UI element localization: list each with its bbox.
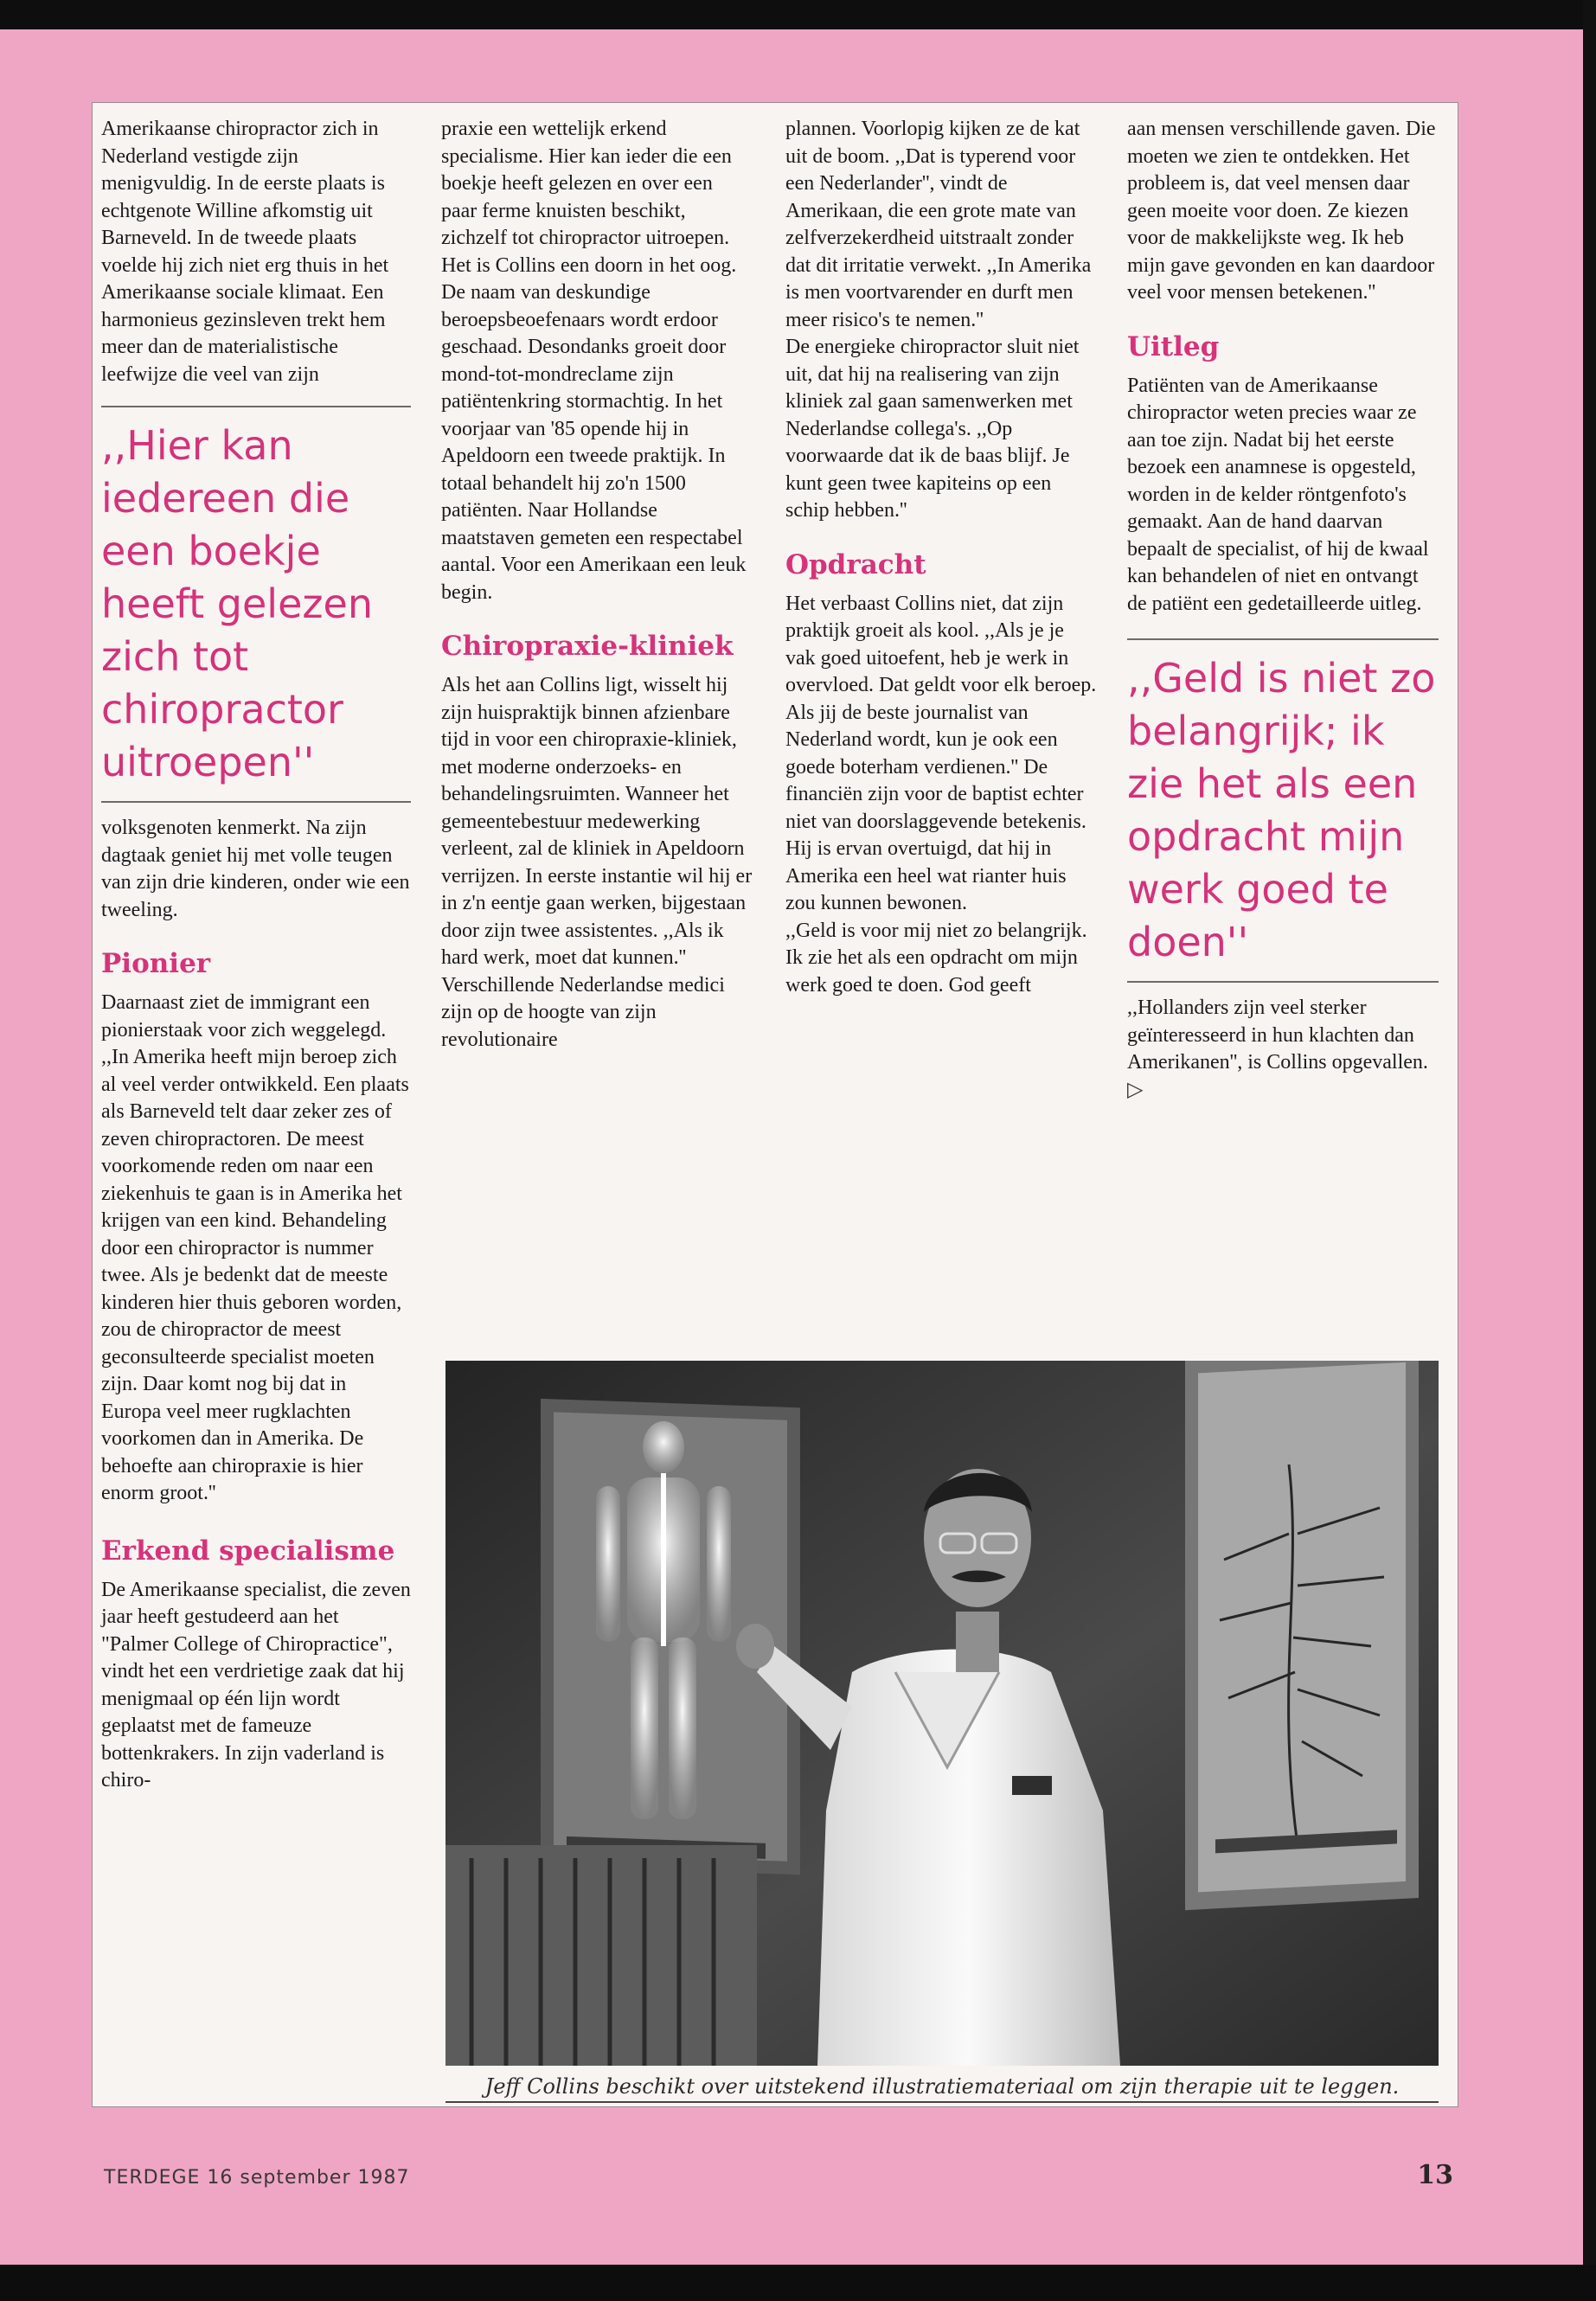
article-column-2 xyxy=(441,116,753,1054)
section-heading: Uitleg xyxy=(1127,330,1220,362)
body-paragraph: Als het aan Collins ligt, wisselt hij zijn huispraktijk binnen afzienbare tijd in voor een chiropraxie-kliniek, met moderne onderzoeks- en behandelingsruimten. Wanneer het gemeentebestuur medewerking verleent, zal de kliniek in Apeldoorn verrijzen. In eerste instantie wil hij er in z'n eentje gaan werken, bijgestaan door zijn twee assistentes. ,,Als ik hard werk, moet dat kunnen.'' Verschillende Nederlandse medici zijn op de hoogte van zijn revolutionaire xyxy=(441,674,753,1051)
photo-caption: Jeff Collins beschikt over uitstekend illustratiemateriaal om zijn therapie uit te leggen. xyxy=(445,2072,1439,2103)
pull-quote: ,,Hier kan iedereen die een boekje heeft gelezen zich tot chiropractor uitroepen'' xyxy=(101,422,373,785)
body-paragraph: Daarnaast ziet de immigrant een pionierstaak voor zich weggelegd. ,,In Amerika heeft mijn beroep zich al veel verder ontwikkeld. Een plaats als Barneveld telt daar zeker zes of zeven chiropractoren. De meest voorkomende reden om naar een ziekenhuis te gaan is in Amerika het krijgen van een kind. Behandeling door een chiropractor is nummer twee. Als je bedenkt dat de meeste kinderen hier thuis geboren worden, zou de chiropractor de meest geconsulteerde specialist moeten zijn. Daar komt nog bij dat in Europa veel meer rugklachten voorkomen dan in Amerika. De behoefte aan chiropraxie is hier enorm groot.'' xyxy=(101,991,409,1504)
pull-quote: ,,Geld is niet zo belangrijk; ik zie het als een opdracht mijn werk goed te doen'' xyxy=(1127,655,1436,965)
body-paragraph: plannen. Voorlopig kijken ze de kat uit de boom. ,,Dat is typerend voor een Nederlander'', vindt de Amerikaan, die een grote mate van zelfverzekerdheid uitstraalt zonder dat dit irritatie verwekt. ,,In Amerika is men voortvarender en durft men meer risico's te nemen.'' xyxy=(785,118,1092,331)
body-paragraph: De energieke chiropractor sluit niet uit, dat hij na realisering van zijn kliniek zal gaan samenwerken met Nederlandse collega's. ,,Op voorwaarde dat ik de baas blijf. Je kunt geen twee kapiteins op een schip hebben.'' xyxy=(785,336,1080,522)
body-paragraph: praxie een wettelijk erkend specialisme. Hier kan ieder die een boekje heeft gelezen en over een paar ferme knuisten beschikt, zichzelf tot chiropractor uitroepen. Het is Collins een doorn in het oog. De naam van deskundige beroepsbeoefenaars wordt erdoor geschaad. Desondanks groeit door mond-tot-mondreclame zijn patiëntenkring stormachtig. In het voorjaar van '85 opende hij in Apeldoorn een tweede praktijk. In totaal behandelt hij zo'n 1500 patiënten. Naar Hollandse maatstaven gemeten een respectabel aantal. Voor een Amerikaan een leuk begin. xyxy=(441,118,747,604)
section-heading: Opdracht xyxy=(785,548,926,580)
section-heading: Chiropraxie-kliniek xyxy=(441,631,734,662)
body-paragraph: volksgenoten kenmerkt. Na zijn dagtaak geniet hij met volle teugen van zijn drie kinderen, onder wie een tweeling. xyxy=(101,817,410,921)
section-heading: Erkend specialisme xyxy=(101,1535,395,1567)
closing-sentence: ,,Hollanders zijn veel sterker geïnteresseerd in hun klachten dan Amerikanen'', is Collins opgevallen. xyxy=(1127,997,1428,1074)
body-paragraph: De Amerikaanse specialist, die zeven jaar heeft gestudeerd aan het "Palmer College of Chiropractice", vindt het een verdrietige zaak dat hij menigmaal op één lijn wordt geplaatst met de fameuze bottenkrakers. In zijn vaderland is chiro- xyxy=(101,1578,411,1791)
section-heading: Pionier xyxy=(101,948,211,979)
bottom-edge-band xyxy=(0,2265,1596,2301)
article-column-4 xyxy=(1127,116,1439,1104)
publication-line: TERDEGE 16 september 1987 xyxy=(104,2167,410,2189)
article-column-3 xyxy=(785,116,1097,999)
body-paragraph: ,,Geld is voor mij niet zo belangrijk. Ik zie het als een opdracht om mijn werk goed te doen. God geeft xyxy=(785,919,1087,997)
body-paragraph: aan mensen verschillende gaven. Die moeten we zien te ontdekken. Het probleem is, dat veel mensen daar geen moeite voor doen. Ze kiezen voor de makkelijkste weg. Ik heb mijn gave gevonden en kan daardoor veel voor mensen betekenen.'' xyxy=(1127,118,1436,304)
divider xyxy=(1127,638,1439,640)
body-paragraph xyxy=(1127,995,1439,1104)
body-paragraph: Amerikaanse chiropractor zich in Nederland vestigde zijn menigvuldig. In de eerste plaats is echtgenote Willine afkomstig uit Barneveld. In de tweede plaats voelde hij zich niet erg thuis in het Amerikaanse sociale klimaat. Een harmonieus gezinsleven trekt hem meer dan de materialistische leefwijze die veel van zijn xyxy=(101,118,389,386)
page-number: 13 xyxy=(1417,2160,1453,2190)
right-edge-band xyxy=(1583,0,1596,2301)
article-photo xyxy=(445,1361,1439,2066)
continue-arrow-icon: ▷ xyxy=(1127,1078,1144,1101)
divider xyxy=(101,801,411,803)
divider xyxy=(101,406,411,407)
body-paragraph: Patiënten van de Amerikaanse chiropractor weten precies waar ze aan toe zijn. Nadat bij het eerste bezoek een anamnese is opgesteld, worden in de kelder röntgenfoto's gemaakt. Aan de hand daarvan bepaalt de specialist, of hij de kwaal kan behandelen of niet en ontvangt de patiënt een gedetailleerde uitleg. xyxy=(1127,374,1429,615)
article-column-1 xyxy=(101,116,411,1795)
body-paragraph: Het verbaast Collins niet, dat zijn praktijk groeit als kool. ,,Als je je vak goed uitoefent, heb je werk in overvloed. Dat geldt voor elk beroep. Als jij de beste journalist van Nederland wordt, kun je ook een goede boterham verdienen.'' De financiën zijn voor de baptist echter niet van doorslaggevende betekenis. Hij is ervan overtuigd, dat hij in Amerika een heel wat rianter huis zou kunnen bewonen. xyxy=(785,592,1097,914)
divider xyxy=(1127,981,1439,983)
top-edge-band xyxy=(0,0,1596,29)
